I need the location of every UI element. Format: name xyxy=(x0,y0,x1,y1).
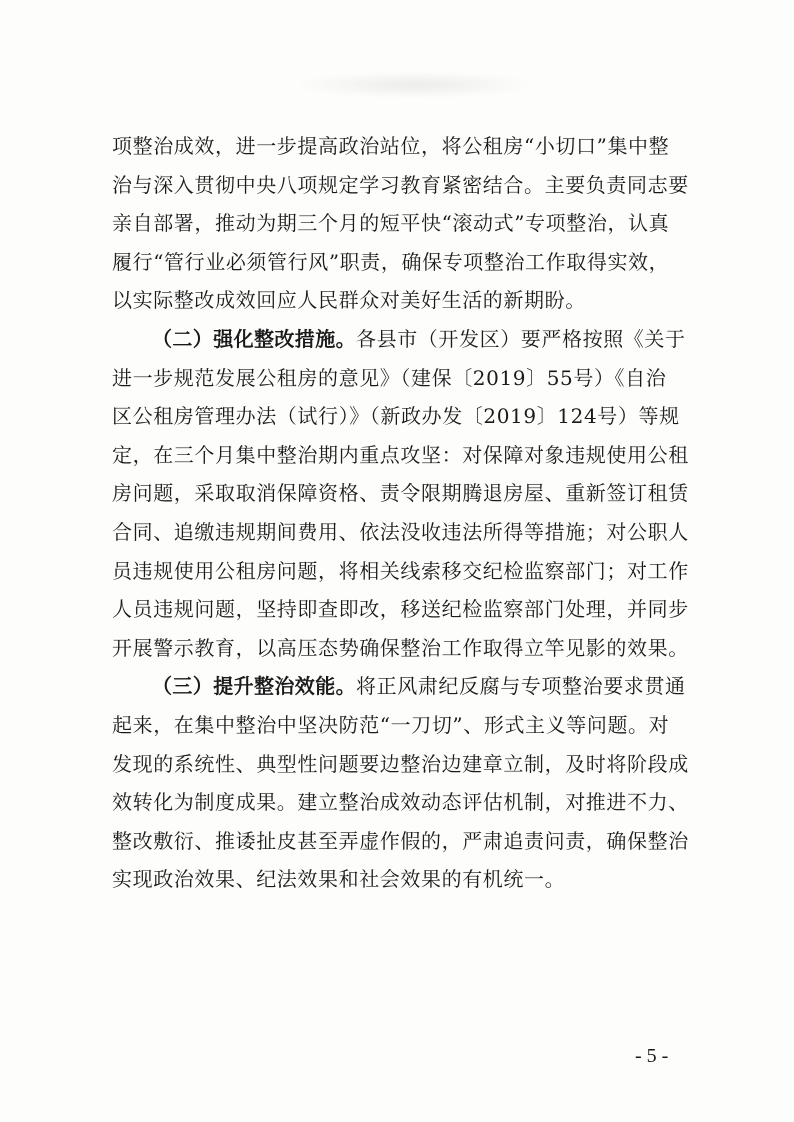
section-heading-line: （二）强化整改措施。各县市（开发区）要严格按照《关于 xyxy=(152,326,686,351)
text-line: 亲自部署，推动为期三个月的短平快“滚动式”专项整治，认真 xyxy=(112,211,670,236)
text-line: 项整治成效，进一步提高政治站位，将公租房“小切口”集中整 xyxy=(112,134,670,158)
text-line: 员违规使用公租房问题，将相关线索移交纪检监察部门；对工作 xyxy=(112,558,689,583)
text-line: 以实际整改成效回应人民群众对美好生活的新期盼。 xyxy=(112,288,586,313)
text-line: 实现政治效果、纪法效果和社会效果的有机统一。 xyxy=(112,867,566,892)
scan-artifact xyxy=(300,72,530,98)
body-text xyxy=(112,127,702,899)
section-heading: （三）提升整治效能。 xyxy=(152,674,356,699)
text-line: 定，在三个月集中整治期内重点攻坚：对保障对象违规使用公租 xyxy=(112,442,689,467)
section-heading: （二）强化整改措施。 xyxy=(152,326,356,351)
text-line: 整改敷衍、推诿扯皮甚至弄虚作假的，严肃追责问责，确保整治 xyxy=(112,828,689,853)
section-heading-line: （三）提升整治效能。将正风肃纪反腐与专项整治要求贯通 xyxy=(152,674,686,699)
text-line: 发现的系统性、典型性问题要边整治边建章立制，及时将阶段成 xyxy=(112,751,689,776)
text-line: 起来，在集中整治中坚决防范“一刀切”、形式主义等问题。对 xyxy=(112,712,670,737)
text-line: 履行“管行业必须管行风”职责，确保专项整治工作取得实效， xyxy=(112,249,670,274)
page-number: - 5 - xyxy=(635,1045,669,1067)
text-line: 进一步规范发展公租房的意见》（建保〔2019〕55号）《自治 xyxy=(112,365,667,390)
text-line: 治与深入贯彻中央八项规定学习教育紧密结合。主要负责同志要 xyxy=(112,172,689,197)
text-line: 效转化为制度成果。建立整治成效动态评估机制，对推进不力、 xyxy=(112,790,689,815)
text-line: 区公租房管理办法（试行）》（新政办发〔2019〕124号）等规 xyxy=(112,404,680,429)
text-line: 合同、追缴违规期间费用、依法没收违法所得等措施；对公职人 xyxy=(112,519,689,544)
text-line: 开展警示教育，以高压态势确保整治工作取得立竿见影的效果。 xyxy=(112,635,689,660)
text-line: 房问题，采取取消保障资格、责令限期腾退房屋、重新签订租赁 xyxy=(112,481,689,506)
text-line: 人员违规问题，坚持即查即改，移送纪检监察部门处理，并同步 xyxy=(112,597,689,622)
